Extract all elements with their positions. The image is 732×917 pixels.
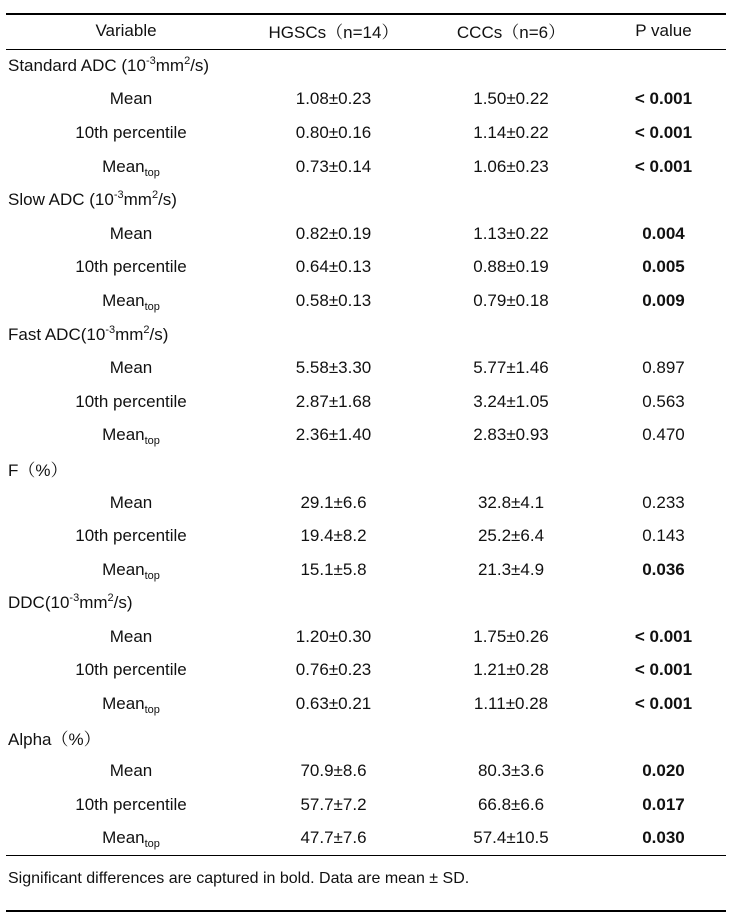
cell-hgsc: 57.7±7.2 [300,794,367,814]
cell-hgsc: 1.20±0.30 [295,626,372,646]
row-label-text: Mean [109,761,153,781]
row-label-text: 10th percentile [75,794,187,814]
cell-pvalue: 0.233 [642,492,685,512]
row-label [6,553,246,587]
group-row [6,721,726,755]
footnote-bottom-rule [6,910,726,912]
cell-ccc: 1.75±0.26 [473,626,549,646]
row-label-text: 10th percentile [75,660,187,680]
results-table-container [6,13,726,856]
row-label [6,519,246,553]
group-row [6,587,726,621]
cell-pvalue: 0.143 [642,526,685,546]
group-label-part: 2 [143,323,150,336]
row-label-subscript: top [144,166,160,179]
cell-hgsc: 47.7±7.6 [246,822,421,856]
group-label-part: /s) [149,324,169,344]
table-row [6,150,726,184]
table-row [6,822,726,856]
row-label [6,150,246,184]
cell-pvalue: 0.020 [642,761,685,781]
group-label-part: mm [123,190,152,210]
cell-ccc: 5.77±1.46 [473,358,549,378]
group-label-part: DDC(10 [8,593,70,613]
cell-pvalue: 0.897 [642,358,685,378]
header-hgscs: HGSCs（n=14） [246,13,421,49]
row-label [6,251,246,285]
group-label-part: -3 [105,323,116,336]
row-label-text: 10th percentile [75,257,187,277]
cell-ccc: 25.2±6.4 [477,526,545,546]
row-label-text: Mean [109,358,153,378]
row-label [6,687,246,721]
row-label [6,385,246,419]
group-label-part: /s) [190,56,210,76]
row-label-subscript: top [144,569,160,582]
cell-ccc: 1.21±0.28 [473,660,549,680]
group-label-part: /s) [113,593,133,613]
row-label-text: Mean [109,492,153,512]
table-row [6,754,726,788]
cell-hgsc: 0.82±0.19 [295,223,372,243]
row-label [6,419,246,453]
group-label-part: mm [79,593,108,613]
row-label-subscript: top [144,838,160,851]
row-label-text: 10th percentile [75,122,187,142]
table-row [6,553,726,587]
cell-pvalue: 0.030 [601,822,726,856]
cell-ccc: 1.50±0.22 [473,89,549,109]
row-label-text: Mean [109,89,153,109]
cell-hgsc: 70.9±8.6 [300,761,367,781]
row-label [6,351,246,385]
table-row [6,251,726,285]
group-label-part: 2 [151,189,159,202]
group-label-part: -3 [145,55,156,68]
group-label-part: mm [115,324,144,344]
group-label-part: -3 [113,189,124,202]
group-label [6,721,726,755]
cell-ccc: 21.3±4.9 [477,559,545,579]
group-label-part: 2 [184,55,191,68]
group-row [6,452,726,486]
row-label [6,486,246,520]
cell-pvalue: < 0.001 [634,694,693,714]
row-label-text: Mean [102,559,145,579]
table-row [6,217,726,251]
cell-pvalue: 0.009 [642,290,685,310]
table-row [6,687,726,721]
cell-pvalue: 0.563 [642,391,685,411]
group-label-part: F（%） [8,461,68,481]
cell-ccc: 57.4±10.5 [421,822,601,856]
group-label-part: Standard ADC (10 [8,56,146,76]
table-row [6,788,726,822]
cell-pvalue: < 0.001 [634,156,693,176]
cell-ccc: 3.24±1.05 [473,391,549,411]
cell-pvalue: 0.004 [642,223,685,243]
row-label [6,284,246,318]
row-label [6,754,246,788]
table-row [6,385,726,419]
results-table [6,13,726,856]
row-label [6,83,246,117]
cell-hgsc: 0.73±0.14 [295,156,372,176]
row-label-text: Mean [109,626,153,646]
cell-pvalue: 0.036 [642,559,685,579]
row-label-subscript: top [144,435,160,448]
cell-hgsc: 2.36±1.40 [295,425,372,445]
row-label-subscript: top [144,300,160,313]
cell-ccc: 80.3±3.6 [477,761,545,781]
cell-pvalue: 0.470 [642,425,685,445]
cell-ccc: 0.79±0.18 [473,290,549,310]
cell-hgsc: 0.63±0.21 [295,694,372,714]
cell-hgsc: 2.87±1.68 [295,391,372,411]
table-row [6,654,726,688]
table-row [6,116,726,150]
cell-pvalue: 0.005 [642,257,685,277]
group-label-part: Alpha（%） [8,730,101,750]
cell-pvalue: < 0.001 [634,626,693,646]
cell-hgsc: 0.80±0.16 [295,122,372,142]
row-label [6,116,246,150]
cell-hgsc: 29.1±6.6 [300,492,367,512]
group-label [6,452,726,486]
row-label-text: Mean [102,828,145,848]
cell-hgsc: 0.64±0.13 [295,257,372,277]
row-label [6,217,246,251]
cell-pvalue: < 0.001 [634,660,693,680]
group-row [6,49,726,83]
table-row [6,620,726,654]
cell-ccc: 66.8±6.6 [477,794,545,814]
cell-hgsc: 0.58±0.13 [295,290,372,310]
table-row [6,486,726,520]
cell-pvalue: < 0.001 [634,122,693,142]
group-label-part: mm [155,56,185,76]
row-label-subscript: top [144,704,160,717]
cell-ccc: 0.88±0.19 [473,257,549,277]
group-label [6,183,726,217]
group-label [6,587,726,621]
group-row [6,318,726,352]
cell-ccc: 1.14±0.22 [473,122,549,142]
row-label-text: Mean [102,156,145,176]
group-label [6,318,726,352]
table-row [6,83,726,117]
cell-hgsc: 0.76±0.23 [295,660,372,680]
table-row [6,351,726,385]
row-label [6,788,246,822]
cell-ccc: 2.83±0.93 [473,425,549,445]
row-label-text: Mean [109,223,153,243]
row-label-text: Mean [102,425,145,445]
row-label [6,654,246,688]
table-footnote: Significant differences are captured in bold. Data are mean ± SD. [8,870,470,887]
cell-pvalue: 0.017 [642,794,685,814]
table-row [6,519,726,553]
group-label-part: Slow ADC (10 [8,190,114,210]
cell-hgsc: 1.08±0.23 [295,89,372,109]
group-label-part: -3 [69,592,80,605]
group-label-part: Fast ADC(10 [8,324,106,344]
cell-ccc: 32.8±4.1 [477,492,545,512]
header-variable: Variable [6,13,246,49]
cell-hgsc: 15.1±5.8 [300,559,367,579]
cell-ccc: 1.06±0.23 [473,156,549,176]
header-pvalue: P value [601,13,726,49]
cell-ccc: 1.13±0.22 [473,223,549,243]
header-cccs: CCCs（n=6） [421,13,601,49]
table-top-rule [6,13,726,15]
row-label-text: 10th percentile [75,391,187,411]
header-row [6,13,726,49]
row-label [6,822,246,856]
cell-hgsc: 5.58±3.30 [295,358,372,378]
table-row [6,284,726,318]
group-label [6,49,726,83]
group-row [6,183,726,217]
row-label-text: Mean [102,694,145,714]
row-label-text: Mean [102,290,145,310]
group-label-part: /s) [158,190,177,210]
group-label-part: 2 [107,592,114,605]
table-body [6,49,726,855]
cell-ccc: 1.11±0.28 [473,694,549,714]
cell-pvalue: < 0.001 [634,89,693,109]
cell-hgsc: 19.4±8.2 [300,526,367,546]
table-row [6,419,726,453]
row-label-text: 10th percentile [75,526,187,546]
row-label [6,620,246,654]
